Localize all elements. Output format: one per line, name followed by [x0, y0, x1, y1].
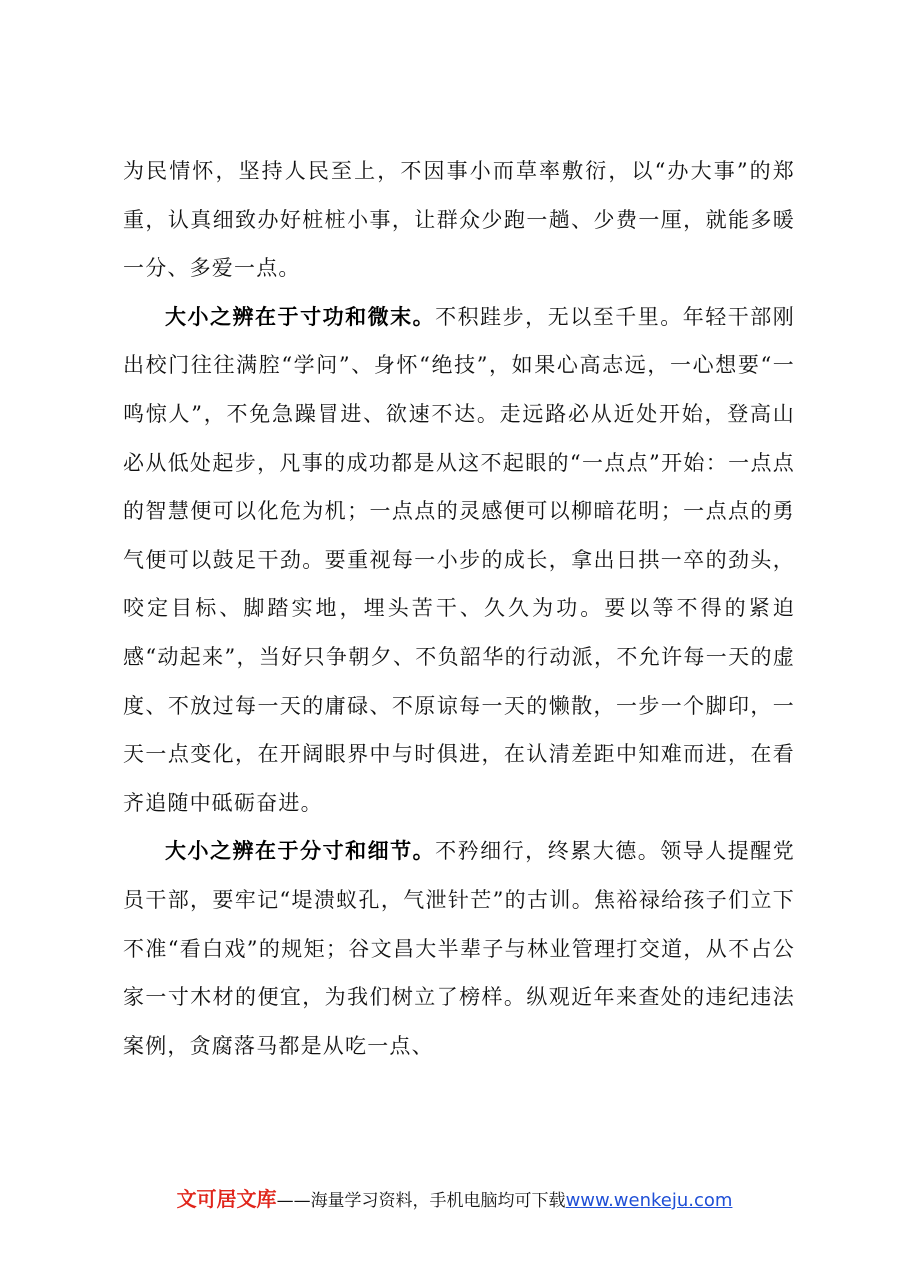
paragraph-2-lead: 大小之辨在于寸功和微末。 [165, 304, 436, 329]
paragraph-1-text: 为民情怀，坚持人民至上，不因事小而草率敷衍，以“办大事”的郑重，认真细致办好桩桩小事，让群众少跑一趟、少费一厘，就能多暖一分、多爱一点。 [123, 159, 795, 281]
footer-site-link[interactable]: www.wenkeju.com [565, 1190, 733, 1211]
paragraph-3-text: 不矜细行，终累大德。领导人提醒党员干部，要牢记“堤溃蚁孔，气泄针芒”的古训。焦裕禄给孩子们立下不准“看白戏”的规矩；谷文昌大半辈子与林业管理打交道，从不占公家一寸木材的便宜，为我们树立了榜样。纵观近年来查处的违纪违法案例，贪腐落马都是从吃一点、 [123, 839, 796, 1058]
paragraph-2 [123, 293, 795, 828]
page-footer [0, 1183, 909, 1212]
paragraph-2-text: 不积跬步，无以至千里。年轻干部刚出校门往往满腔“学问”、身怀“绝技”，如果心高志远，一心想要“一鸣惊人”，不免急躁冒进、欲速不达。走远路必从近处开始，登高山必从低处起步，凡事的成功都是从这不起眼的“一点点”开始：一点点的智慧便可以化危为机；一点点的灵感便可以柳暗花明；一点点的勇气便可以鼓足干劲。要重视每一小步的成长，拿出日拱一卒的劲头，咬定目标、脚踏实地，埋头苦干、久久为功。要以等不得的紧迫感“动起来”，当好只争朝夕、不负韶华的行动派，不允许每一天的虚度、不放过每一天的庸碌、不原谅每一天的懒散，一步一个脚印，一天一点变化，在开阔眼界中与时俱进，在认清差距中知难而进，在看齐追随中砥砺奋进。 [123, 304, 796, 815]
paragraph-1 [123, 147, 795, 293]
footer-tagline: ——海量学习资料，手机电脑均可下载 [276, 1191, 566, 1211]
footer-brand: 文可居文库 [176, 1187, 277, 1211]
paragraph-3 [123, 827, 795, 1070]
paragraph-3-lead: 大小之辨在于分寸和细节。 [165, 839, 436, 864]
document-body [123, 147, 795, 1070]
